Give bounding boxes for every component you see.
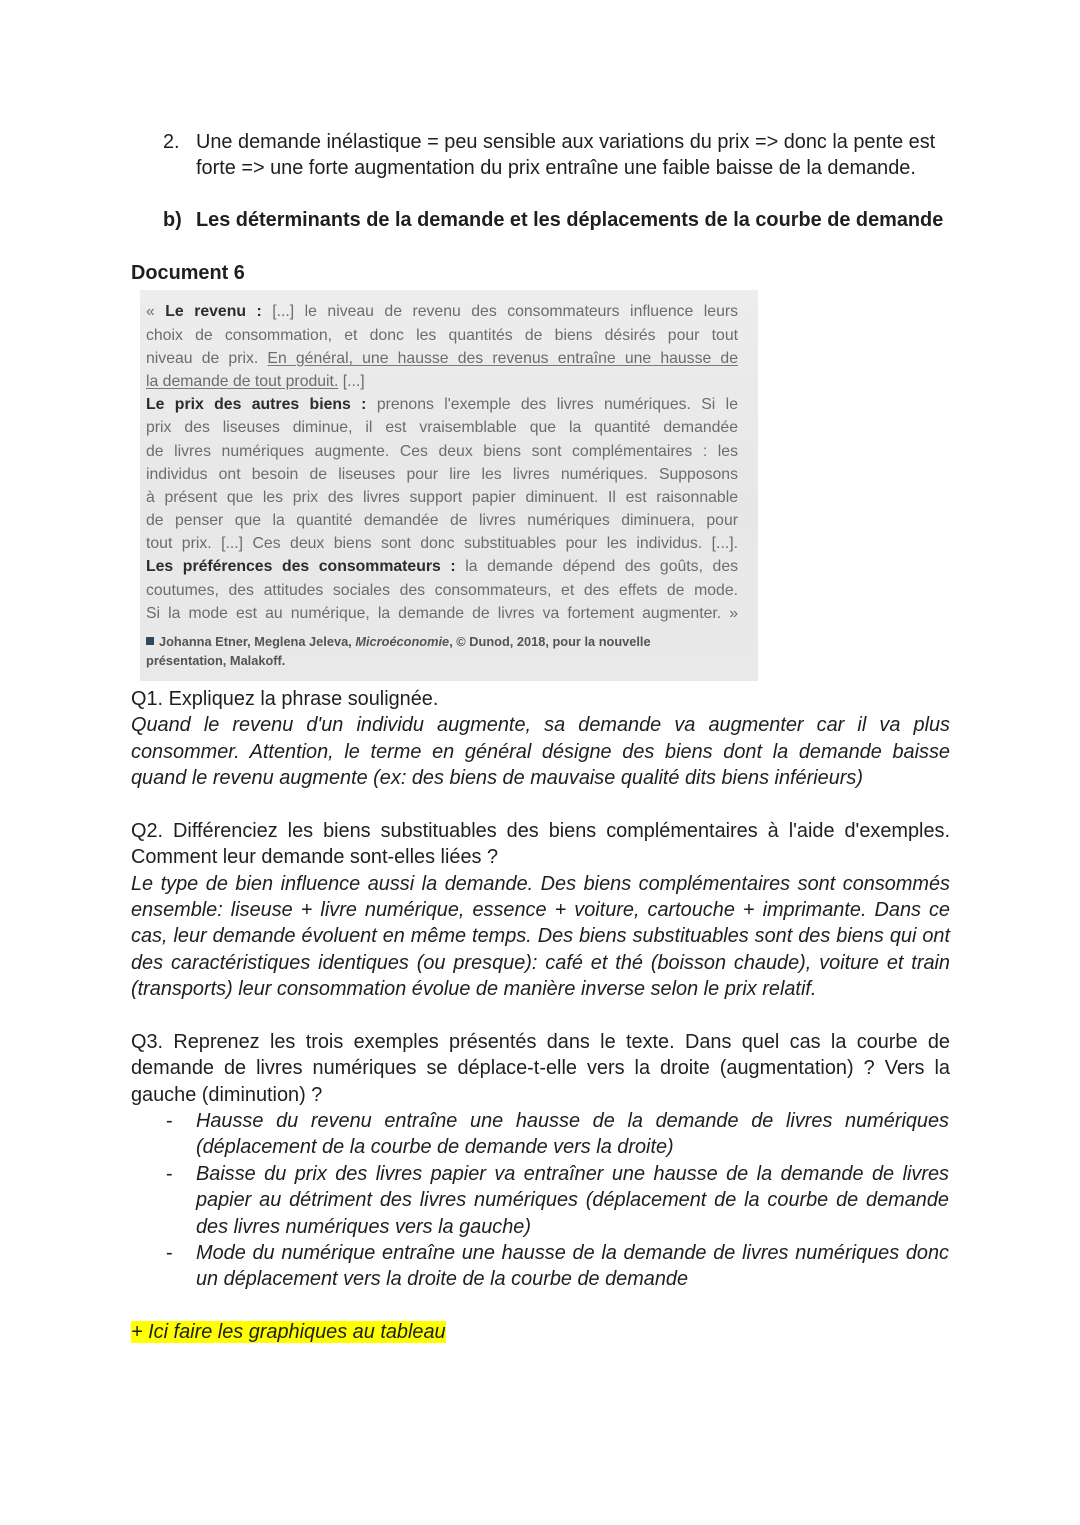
list-item	[166, 1108, 949, 1161]
excerpt-label-revenu: Le revenu :	[165, 303, 262, 321]
question-3-answer-list	[166, 1108, 949, 1293]
excerpt-line: de penser que la quantité demandée de livres numériques diminuera, pour	[146, 512, 738, 530]
excerpt-line: prix des liseuses diminue, il est vraisemblable que la quantité demandée	[146, 419, 738, 437]
document-title: Document 6	[131, 262, 245, 284]
question-line: Comment leur demande sont-elles liées ?	[131, 846, 499, 869]
excerpt-text-segment: la demande dépend des goûts, des	[465, 558, 739, 576]
answer-line: quand le revenu augmente (ex: des biens de mauvaise qualité dits biens inférieurs)	[131, 767, 863, 790]
answer-line: Quand le revenu d'un individu augmente, sa demande va augmenter car il va plus	[131, 714, 950, 737]
excerpt-line	[146, 300, 738, 323]
excerpt-text-segment: niveau de prix.	[146, 349, 259, 367]
excerpt-text	[146, 300, 738, 625]
document-excerpt-scan	[140, 290, 758, 681]
underlined-sentence: la demande de tout produit.	[146, 372, 339, 390]
excerpt-source	[146, 632, 746, 670]
open-quote: «	[146, 303, 155, 321]
question-line: gauche (diminution) ?	[131, 1083, 323, 1106]
section-b-label: b)	[163, 209, 182, 231]
teacher-note	[131, 1319, 950, 1345]
underlined-sentence: En général, une hausse des revenus entraîne une hausse de	[267, 349, 738, 367]
list-item-line: forte => une forte augmentation du prix entraîne une faible baisse de la demande.	[196, 157, 916, 180]
answer-line: papier au détriment des livres numériques (déplacement de la courbe de demande	[196, 1189, 949, 1212]
question-1	[131, 686, 950, 791]
answer-line: Le type de bien influence aussi la demande. Des biens complémentaires sont consommés	[131, 872, 950, 895]
section-b-heading	[163, 207, 996, 233]
question-2	[131, 818, 950, 1003]
excerpt-label-prix: Le prix des autres biens :	[146, 396, 367, 414]
source-line: présentation, Malakoff.	[146, 652, 286, 668]
list-item-line: Une demande inélastique = peu sensible aux variations du prix => donc la pente est	[196, 131, 936, 153]
source-line	[146, 632, 746, 651]
answer-line: cas, leur demande évoluent en même temps. Des biens substituables sont des biens qui ont	[131, 925, 950, 948]
question-line: Q3. Reprenez les trois exemples présentés dans le texte. Dans quel cas la courbe de	[131, 1031, 950, 1053]
excerpt-line: à présent que les prix des livres support papier diminuent. Il est raisonnable	[146, 488, 738, 506]
excerpt-line: coutumes, des attitudes sociales des consommateurs, et des effets de mode.	[146, 581, 738, 599]
list-item-2	[163, 129, 956, 182]
answer-line: des caractéristiques identiques (ou presque): café et thé (boisson chaude), voiture et train	[131, 951, 950, 974]
answer-line: un déplacement vers la droite de la courbe de demande	[196, 1268, 689, 1291]
highlighted-note-text: + Ici faire les graphiques au tableau	[131, 1321, 446, 1343]
answer-line: ensemble: liseuse + livre numérique, essence + voiture, cartouche + imprimante. Dans ce	[131, 899, 950, 922]
section-b-title: Les déterminants de la demande et les déplacements de la courbe de demande	[196, 209, 944, 231]
source-book-title: Microéconomie	[355, 633, 450, 649]
answer-line: (transports) leur consommation évolue de manière inverse selon le prix relatif.	[131, 978, 817, 1001]
source-marker-icon	[146, 637, 154, 645]
answer-line: Mode du numérique entraîne une hausse de la demande de livres numériques donc	[196, 1241, 949, 1264]
list-item	[166, 1161, 949, 1240]
excerpt-text-segment: prenons l'exemple des livres numériques. Si le	[376, 396, 738, 414]
question-line: demande de livres numériques se déplace-t-elle vers la droite (augmentation) ? Vers la	[131, 1057, 950, 1080]
excerpt-text-segment: [...] le niveau de revenu des consommateurs influence leurs	[272, 303, 739, 321]
excerpt-line: Si la mode est au numérique, la demande de livres va fortement augmenter. »	[146, 604, 738, 622]
question-3	[131, 1029, 950, 1108]
answer-line: Baisse du prix des livres papier va entraîner une hausse de la demande de livres	[196, 1162, 949, 1185]
list-number: 2.	[163, 131, 180, 153]
question-line: Q2. Différenciez les biens substituables des biens complémentaires à l'aide d'exemples.	[131, 820, 950, 842]
answer-line: consommer. Attention, le terme en général désigne des biens dont la demande baisse	[131, 740, 950, 763]
answer-line: Hausse du revenu entraîne une hausse de la demande de livres numériques	[196, 1110, 949, 1133]
bullet-dash: -	[166, 1241, 173, 1264]
excerpt-line	[146, 393, 738, 416]
answer-line: des livres numériques vers la gauche)	[196, 1215, 531, 1238]
excerpt-text-segment: [...]	[342, 372, 365, 390]
source-details: , © Dunod, 2018, pour la nouvelle	[449, 633, 651, 649]
excerpt-line	[146, 347, 738, 370]
excerpt-line	[146, 370, 738, 393]
bullet-dash: -	[166, 1162, 173, 1185]
excerpt-line	[146, 555, 738, 578]
excerpt-label-preferences: Les préférences des consommateurs :	[146, 558, 456, 576]
bullet-dash: -	[166, 1110, 173, 1133]
list-item	[166, 1240, 949, 1293]
answer-line: (déplacement de la courbe de demande vers la droite)	[196, 1136, 674, 1159]
excerpt-line: individus ont besoin de liseuses pour lire les livres numériques. Supposons	[146, 465, 738, 483]
excerpt-line: de livres numériques augmente. Ces deux biens sont complémentaires : les	[146, 442, 738, 460]
question-1-text: Q1. Expliquez la phrase soulignée.	[131, 688, 439, 710]
excerpt-line: choix de consommation, et donc les quantités de biens désirés pour tout	[146, 326, 738, 344]
excerpt-line: tout prix. [...] Ces deux biens sont donc substituables pour les individus. [...].	[146, 535, 738, 553]
source-authors: Johanna Etner, Meglena Jeleva,	[159, 633, 352, 649]
